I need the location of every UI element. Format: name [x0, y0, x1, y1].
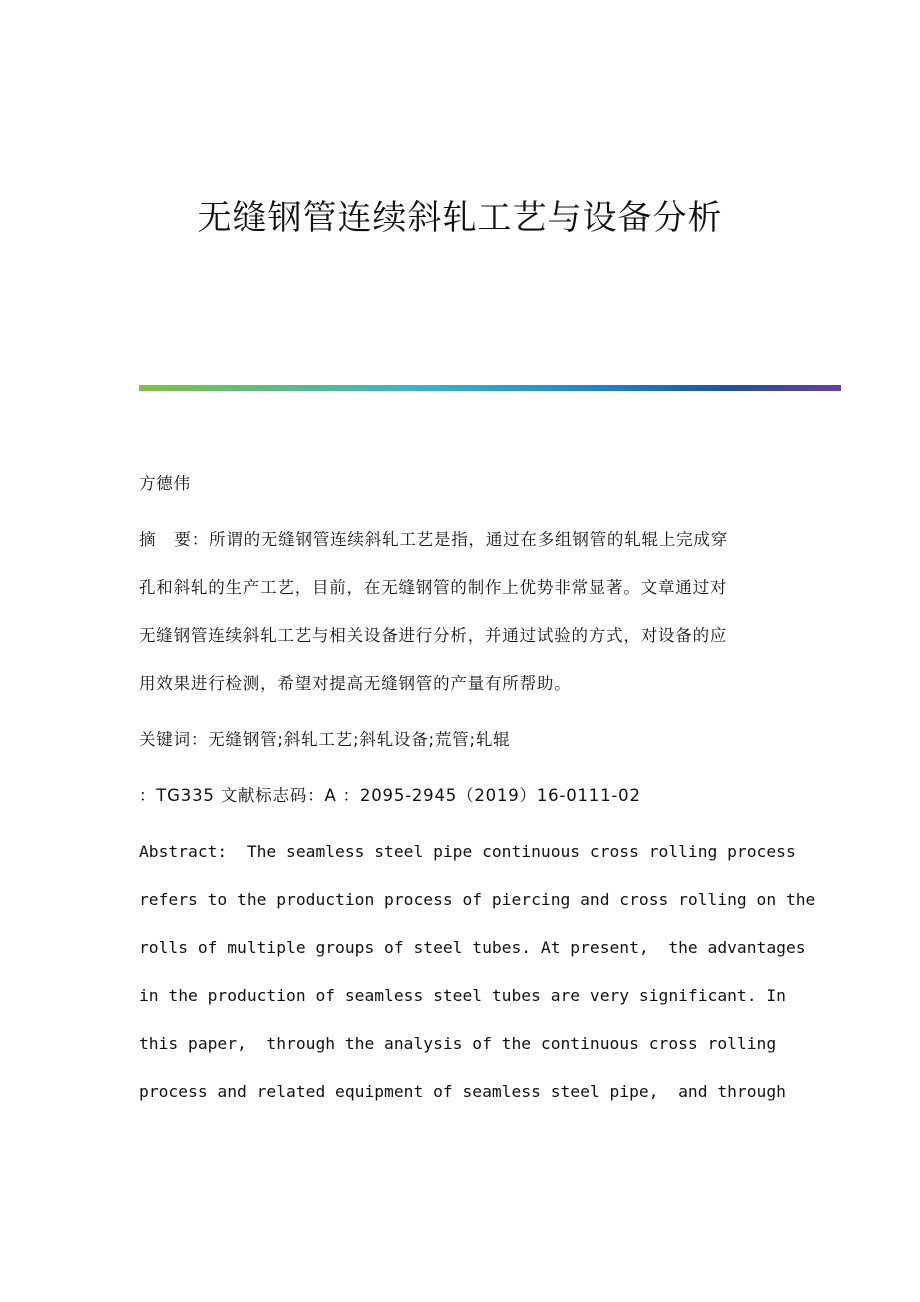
paper-title: 无缝钢管连续斜轧工艺与设备分析 — [197, 198, 723, 238]
abstract-cn-line-1: 摘 要：所谓的无缝钢管连续斜轧工艺是指，通过在多组钢管的轧辊上完成穿 — [139, 530, 729, 549]
abstract-en-line-5: this paper, through the analysis of the continuous cross rolling — [139, 1034, 777, 1053]
abstract-cn-line-2: 孔和斜轧的生产工艺，目前，在无缝钢管的制作上优势非常显著。文章通过对 — [139, 578, 728, 597]
abstract-en-line-1: Abstract: The seamless steel pipe continuous cross rolling process — [139, 842, 796, 861]
classification-line: ：TG335 文献标志码：A ：2095-2945（2019）16-0111-02 — [139, 786, 641, 805]
keywords-line: 关键词：无缝钢管;斜轧工艺;斜轧设备;荒管;轧辊 — [139, 730, 511, 749]
title-divider-bar — [139, 385, 841, 391]
abstract-en-line-2: refers to the production process of piercing and cross rolling on the — [139, 890, 816, 909]
abstract-cn-line-4: 用效果进行检测，希望对提高无缝钢管的产量有所帮助。 — [139, 674, 572, 693]
abstract-en-line-3: rolls of multiple groups of steel tubes. At present, the advantages — [139, 938, 806, 957]
abstract-en-line-6: process and related equipment of seamless steel pipe, and through — [139, 1082, 786, 1101]
abstract-cn-line-3: 无缝钢管连续斜轧工艺与相关设备进行分析，并通过试验的方式，对设备的应 — [139, 626, 728, 645]
author-name: 方德伟 — [139, 474, 191, 493]
abstract-en-line-4: in the production of seamless steel tubes are very significant. In — [139, 986, 786, 1005]
